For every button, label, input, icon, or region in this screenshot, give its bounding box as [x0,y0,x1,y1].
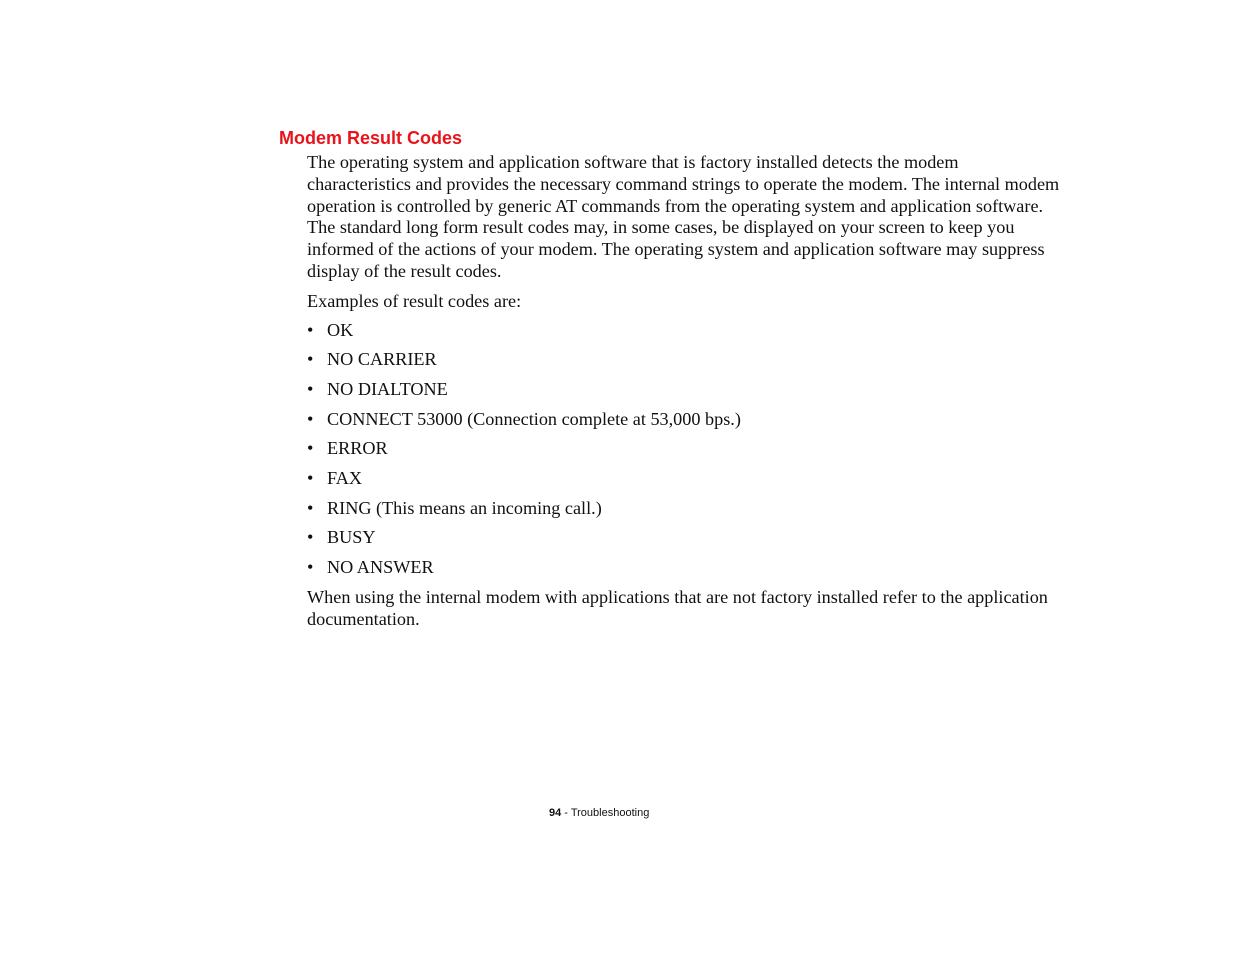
result-codes-list [307,320,1067,587]
bullet-icon: • [307,349,314,370]
list-item [307,498,1067,528]
result-code: BUSY [327,527,376,548]
section-body [307,152,1067,630]
bullet-icon: • [307,468,314,489]
bullet-icon: • [307,408,314,429]
footer-separator: - [561,807,571,819]
list-item [307,438,1067,468]
list-item [307,349,1067,379]
list-item [307,379,1067,409]
result-code: RING (This means an incoming call.) [327,497,602,518]
list-item [307,409,1067,439]
bullet-icon: • [307,557,314,578]
intro-paragraph: The operating system and application software that is factory installed detects the modem characteristics and provides the necessary command strings to operate the modem. The internal modem operation is controlled by generic AT commands from the operating system and application software. The standard long form result codes may, in some cases, be displayed on your screen to keep you informed of the actions of your modem. The operating system and application software may suppress display of the result codes. [307,152,1060,281]
bullet-icon: • [307,497,314,518]
chapter-name: Troubleshooting [570,807,650,819]
list-item [307,320,1067,350]
list-item [307,468,1067,498]
result-code: FAX [327,468,363,489]
bullet-icon: • [307,438,314,459]
result-code: OK [327,319,354,340]
bullet-icon: • [307,378,314,399]
section-heading: Modem Result Codes [279,128,463,148]
result-code: NO DIALTONE [327,378,448,399]
page-number: 94 [549,807,562,819]
closing-paragraph: When using the internal modem with applications that are not factory installed refer to the application documentation. [307,586,1048,629]
result-code: NO CARRIER [327,349,437,370]
page-footer [549,806,649,820]
list-item [307,557,1067,587]
result-code: CONNECT 53000 (Connection complete at 53,000 bps.) [327,408,741,429]
result-code: NO ANSWER [327,557,434,578]
examples-label: Examples of result codes are: [307,290,522,311]
list-item [307,527,1067,557]
bullet-icon: • [307,319,314,340]
bullet-icon: • [307,527,314,548]
result-code: ERROR [327,438,388,459]
